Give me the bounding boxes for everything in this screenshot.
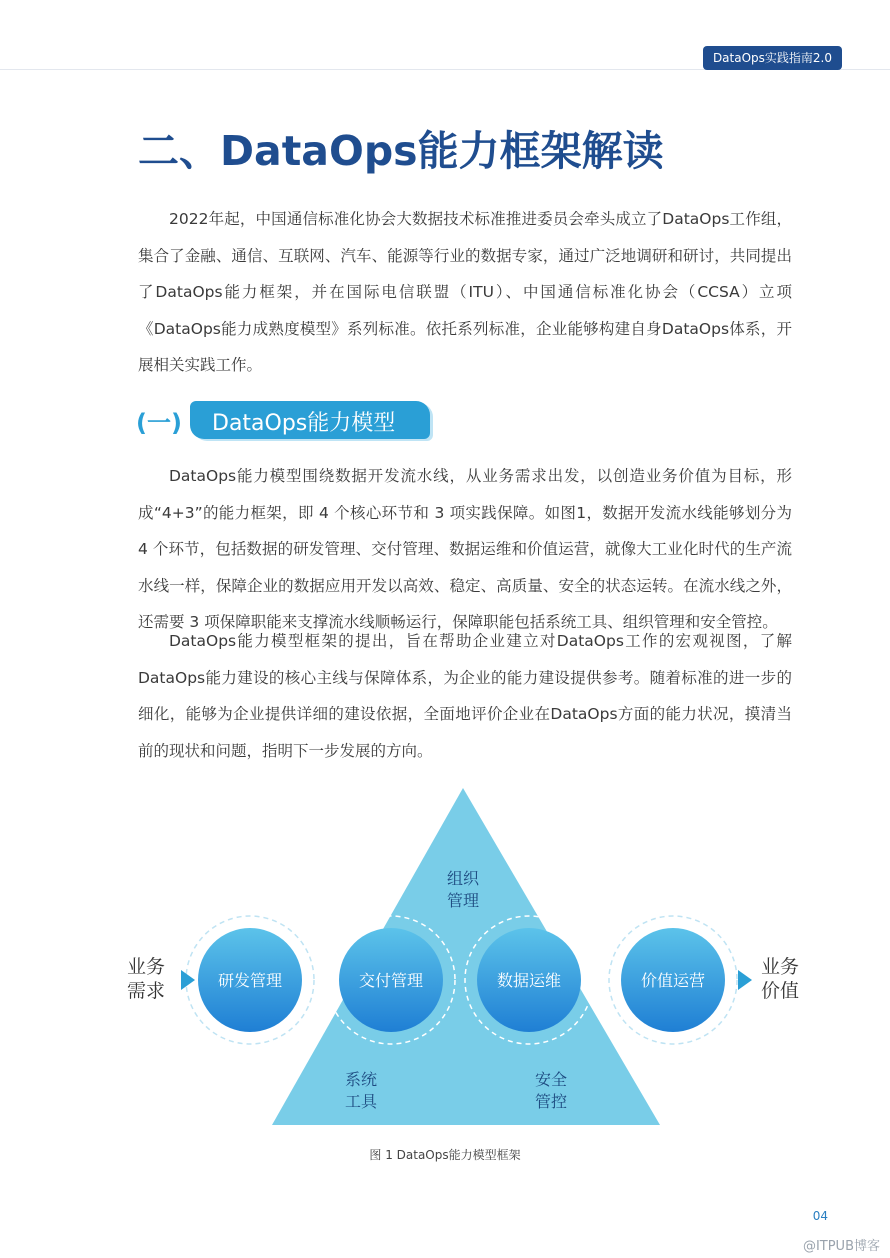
body-paragraph: DataOps能力模型框架的提出，旨在帮助企业建立对DataOps工作的宏观视图，了解DataOps能力建设的核心主线与保障体系，为企业的能力建设提供参考。随着标准的进一步的细化，能够为企业提供详细的建设依据，全面地评价企业在DataOps方面的能力状况，摸清当前的现状和问题，指明下一步发展的方向。 xyxy=(138,632,792,760)
stage-label: 数据运维 xyxy=(496,971,562,990)
body-paragraph: DataOps能力模型围绕数据开发流水线，从业务需求出发，以创造业务价值为目标，形成“4+3”的能力框架，即 4 个核心环节和 3 项实践保障。如图1，数据开发流水线能够划分为 4 个环节，包括数据的研发管理、交付管理、数据运维和价值运营，就像大工业化时代的生产流水线一样，保障企业的数据应用开发以高效、稳定、高质量、安全的状态运转。在流水线之外，还需要 3 项保障职能来支撑流水线顺畅运行，保障职能包括系统工具、组织管理和安全管控。 xyxy=(138,467,792,631)
support-label-security: 管控 xyxy=(534,1092,568,1111)
input-label: 需求 xyxy=(126,980,166,1002)
stage-label: 价值运营 xyxy=(640,971,706,990)
support-label-security: 安全 xyxy=(534,1070,568,1089)
section-number: (一) xyxy=(136,409,182,437)
stage-label: 研发管理 xyxy=(217,971,283,990)
stage-label: 交付管理 xyxy=(358,971,424,990)
support-label-org: 组织 xyxy=(446,869,480,888)
figure-caption: 图 1 DataOps能力模型框架 xyxy=(369,1148,521,1162)
watermark: @ITPUB博客 xyxy=(802,1239,880,1254)
page-title: 二、DataOps能力框架解读 xyxy=(138,127,664,175)
support-triangle xyxy=(272,788,660,1125)
output-label: 价值 xyxy=(760,980,800,1002)
capability-model-diagram xyxy=(0,780,890,1140)
support-label-org: 管理 xyxy=(446,891,480,910)
section-title: DataOps能力模型 xyxy=(212,411,396,436)
intro-paragraph: 2022年起，中国通信标准化协会大数据技术标准推进委员会牵头成立了DataOps工作组，集合了金融、通信、互联网、汽车、能源等行业的数据专家，通过广泛地调研和研讨，共同提出了DataOps能力框架，并在国际电信联盟（ITU）、中国通信标准化协会（CCSA）立项《DataOps能力成熟度模型》系列标准。依托系列标准，企业能够构建自身DataOps体系，开展相关实践工作。 xyxy=(138,210,792,374)
output-label: 业务 xyxy=(760,956,800,978)
support-label-tools: 工具 xyxy=(344,1092,378,1111)
input-label: 业务 xyxy=(126,956,166,978)
page-number: 04 xyxy=(812,1209,828,1223)
output-arrow xyxy=(738,970,752,990)
header-badge: DataOps实践指南2.0 xyxy=(703,46,842,70)
support-label-tools: 系统 xyxy=(344,1070,378,1089)
